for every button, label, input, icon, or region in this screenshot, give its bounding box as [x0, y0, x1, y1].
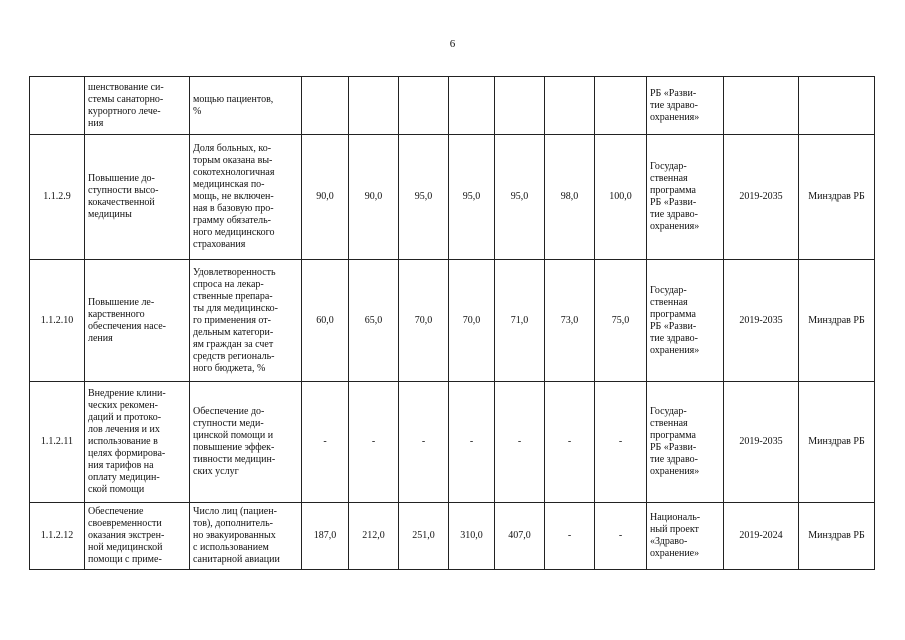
- value-cell: [545, 77, 595, 135]
- indicator-cell: [190, 260, 302, 382]
- indicator-cell-text: мощью пациентов, %: [193, 93, 274, 117]
- table-row: [30, 382, 875, 503]
- measure-task-cell-text: Обеспечение своевременности оказания экстрен- ной медицинской помощи с приме-: [88, 506, 165, 565]
- value-cell: 251,0: [399, 503, 449, 570]
- indicator-cell-text: Число лиц (пациен- тов), дополнитель- но эвакуированных с использованием санитарной авиации: [193, 506, 280, 565]
- measure-code-cell: 1.1.2.11: [30, 382, 85, 503]
- measure-task-cell: [85, 503, 190, 570]
- value-cell: -: [545, 382, 595, 503]
- period-cell: 2019-2024: [724, 503, 799, 570]
- measure-code-cell: 1.1.2.10: [30, 260, 85, 382]
- measure-code-cell: 1.1.2.12: [30, 503, 85, 570]
- indicator-cell-text: Удовлетворенность спроса на лекар- ственные препара- ты для медицинско- го применения от- дельным категори- ям граждан за счет средств региональ- ного бюджета, %: [193, 266, 279, 374]
- measure-task-cell-text: Повышение до- ступности высо- кокачественной медицины: [88, 173, 159, 220]
- table-row: [30, 503, 875, 570]
- measure-code-cell: [30, 77, 85, 135]
- indicator-cell: [190, 77, 302, 135]
- value-cell: -: [449, 382, 495, 503]
- value-cell: 95,0: [495, 135, 545, 260]
- value-cell: -: [595, 382, 647, 503]
- period-cell: 2019-2035: [724, 382, 799, 503]
- value-cell: 90,0: [349, 135, 399, 260]
- value-cell: 90,0: [302, 135, 349, 260]
- indicator-cell: [190, 382, 302, 503]
- measure-task-cell: [85, 77, 190, 135]
- responsible-cell: Минздрав РБ: [799, 382, 875, 503]
- value-cell: 60,0: [302, 260, 349, 382]
- period-cell: [724, 77, 799, 135]
- value-cell: [595, 77, 647, 135]
- value-cell: 73,0: [545, 260, 595, 382]
- responsible-cell: Минздрав РБ: [799, 260, 875, 382]
- measures-table: [29, 76, 875, 570]
- value-cell: [302, 77, 349, 135]
- page-number: 6: [449, 38, 456, 50]
- value-cell: 310,0: [449, 503, 495, 570]
- period-cell: 2019-2035: [724, 260, 799, 382]
- value-cell: 75,0: [595, 260, 647, 382]
- value-cell: [449, 77, 495, 135]
- value-cell: 100,0: [595, 135, 647, 260]
- program-cell: [647, 77, 724, 135]
- program-cell-text: Государ- ственная программа РБ «Разви- тие здраво- охранения»: [650, 406, 700, 477]
- value-cell: [399, 77, 449, 135]
- indicator-cell-text: Обеспечение до- ступности меди- цинской помощи и повышение эффек- тивности медицин- ских услуг: [193, 406, 276, 477]
- responsible-cell: Минздрав РБ: [799, 503, 875, 570]
- value-cell: 98,0: [545, 135, 595, 260]
- value-cell: 407,0: [495, 503, 545, 570]
- value-cell: 65,0: [349, 260, 399, 382]
- measure-task-cell: [85, 260, 190, 382]
- indicator-cell: [190, 503, 302, 570]
- program-cell: [647, 260, 724, 382]
- table-row: [30, 260, 875, 382]
- value-cell: -: [302, 382, 349, 503]
- value-cell: -: [545, 503, 595, 570]
- value-cell: -: [349, 382, 399, 503]
- program-cell: [647, 503, 724, 570]
- table-row: [30, 135, 875, 260]
- value-cell: 70,0: [449, 260, 495, 382]
- value-cell: 70,0: [399, 260, 449, 382]
- program-cell-text: РБ «Разви- тие здраво- охранения»: [650, 87, 700, 123]
- program-cell: [647, 382, 724, 503]
- period-cell: 2019-2035: [724, 135, 799, 260]
- table-row: [30, 77, 875, 135]
- value-cell: -: [495, 382, 545, 503]
- measure-task-cell-text: Внедрение клини- ческих рекомен- даций и протоко- лов лечения и их использование в целях формирова- ния тарифов на оплату медицин- ской помощи: [88, 388, 166, 495]
- measure-code-cell: 1.1.2.9: [30, 135, 85, 260]
- program-cell-text: Государ- ственная программа РБ «Разви- тие здраво- охранения»: [650, 284, 700, 356]
- value-cell: 95,0: [449, 135, 495, 260]
- indicator-cell: [190, 135, 302, 260]
- program-cell-text: Националь- ный проект «Здраво- охранение»: [650, 512, 701, 559]
- value-cell: -: [399, 382, 449, 503]
- responsible-cell: Минздрав РБ: [799, 135, 875, 260]
- responsible-cell: [799, 77, 875, 135]
- value-cell: [495, 77, 545, 135]
- measure-task-cell-text: шенствование си- стемы санаторно- курортного лече- ния: [88, 81, 164, 129]
- value-cell: 187,0: [302, 503, 349, 570]
- value-cell: 71,0: [495, 260, 545, 382]
- indicator-cell-text: Доля больных, ко- торым оказана вы- сокотехнологичная медицинская по- мощь, не включен- ная в базовую про- грамму обязатель- ного медицинского страхования: [193, 143, 275, 250]
- measure-task-cell-text: Повышение ле- карственного обеспечения насе- ления: [88, 296, 167, 344]
- value-cell: 212,0: [349, 503, 399, 570]
- measure-task-cell: [85, 135, 190, 260]
- value-cell: 95,0: [399, 135, 449, 260]
- measure-task-cell: [85, 382, 190, 503]
- value-cell: [349, 77, 399, 135]
- program-cell: [647, 135, 724, 260]
- program-cell-text: Государ- ственная программа РБ «Разви- тие здраво- охранения»: [650, 161, 700, 232]
- value-cell: -: [595, 503, 647, 570]
